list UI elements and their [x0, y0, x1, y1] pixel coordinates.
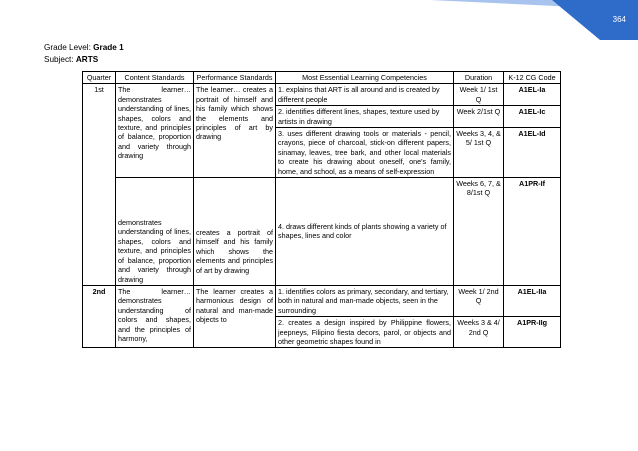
table-row	[83, 285, 561, 316]
competency-cell: 2. identifies different lines, shapes, texture used by artists in drawing	[276, 106, 454, 128]
quarter-cell: 2nd	[83, 285, 116, 347]
grade-level-value: Grade 1	[93, 43, 124, 52]
duration-cell: Week 1/ 2nd Q	[454, 285, 504, 316]
content-standard-cell: demonstrates understanding of lines, shapes, colors and texture, and principles of balance, proportion and variety through drawing	[116, 178, 194, 286]
subject-value: ARTS	[75, 55, 99, 64]
grade-level-label: Grade Level:	[44, 43, 91, 52]
performance-standard-cell: creates a portrait of himself and his family which shows the elements and principles of art by drawing	[194, 178, 276, 286]
quarter-cell: 1st	[83, 84, 116, 286]
header-corner-decoration	[0, 0, 638, 40]
competency-cell: 3. uses different drawing tools or materials - pencil, crayons, piece of charcoal, stick-on different papers, sinamay, leaves, tree bark, and other local materials to create his drawing about oneself, one's family, home, and school, as a means of self-expression	[276, 128, 454, 178]
grade-level-line	[44, 42, 124, 53]
table-row	[83, 178, 561, 286]
header-quarter: Quarter	[83, 72, 116, 84]
duration-cell: Weeks 3 & 4/ 2nd Q	[454, 317, 504, 348]
competency-cell: 4. draws different kinds of plants showing a variety of shapes, lines and color	[276, 178, 454, 286]
duration-cell: Weeks 6, 7, & 8/1st Q	[454, 178, 504, 286]
code-cell: A1EL-Ic	[504, 106, 561, 128]
competency-cell: 1. identifies colors as primary, secondary, and tertiary, both in natural and man-made objects, seen in the surrounding	[276, 285, 454, 316]
code-cell: A1PR-IIg	[504, 317, 561, 348]
header-code: K-12 CG Code	[504, 72, 561, 84]
competency-cell: 2. creates a design inspired by Philippine flowers, jeepneys, Filipino fiesta decors, parol, or objects and other geometric shapes found in	[276, 317, 454, 348]
header-duration: Duration	[454, 72, 504, 84]
code-cell: A1EL-Ia	[504, 84, 561, 106]
performance-standard-cell: The learner creates a harmonious design of natural and man-made objects to	[194, 285, 276, 347]
content-standard-cell: The learner… demonstrates understanding of colors and shapes, and the principles of harmony,	[116, 285, 194, 347]
table-row	[83, 84, 561, 106]
table-header-row	[83, 72, 561, 84]
code-cell: A1PR-If	[504, 178, 561, 286]
duration-cell: Weeks 3, 4, & 5/ 1st Q	[454, 128, 504, 178]
competency-cell: 1. explains that ART is all around and is created by different people	[276, 84, 454, 106]
duration-cell: Week 1/ 1st Q	[454, 84, 504, 106]
page-number: 364	[612, 15, 626, 24]
content-standard-cell: The learner… demonstrates understanding of lines, shapes, colors and texture, and principles of balance, proportion and variety through drawing	[116, 84, 194, 178]
curriculum-table	[82, 71, 561, 348]
header-competencies: Most Essential Learning Competencies	[276, 72, 454, 84]
duration-cell: Week 2/1st Q	[454, 106, 504, 128]
code-cell: A1EL-IIa	[504, 285, 561, 316]
header-content-standards: Content Standards	[116, 72, 194, 84]
header-performance-standards: Performance Standards	[194, 72, 276, 84]
code-cell: A1EL-Id	[504, 128, 561, 178]
subject-line	[44, 54, 98, 65]
performance-standard-cell: The learner… creates a portrait of himself and his family which shows the elements and principles of art by drawing	[194, 84, 276, 178]
subject-label: Subject:	[44, 55, 74, 64]
